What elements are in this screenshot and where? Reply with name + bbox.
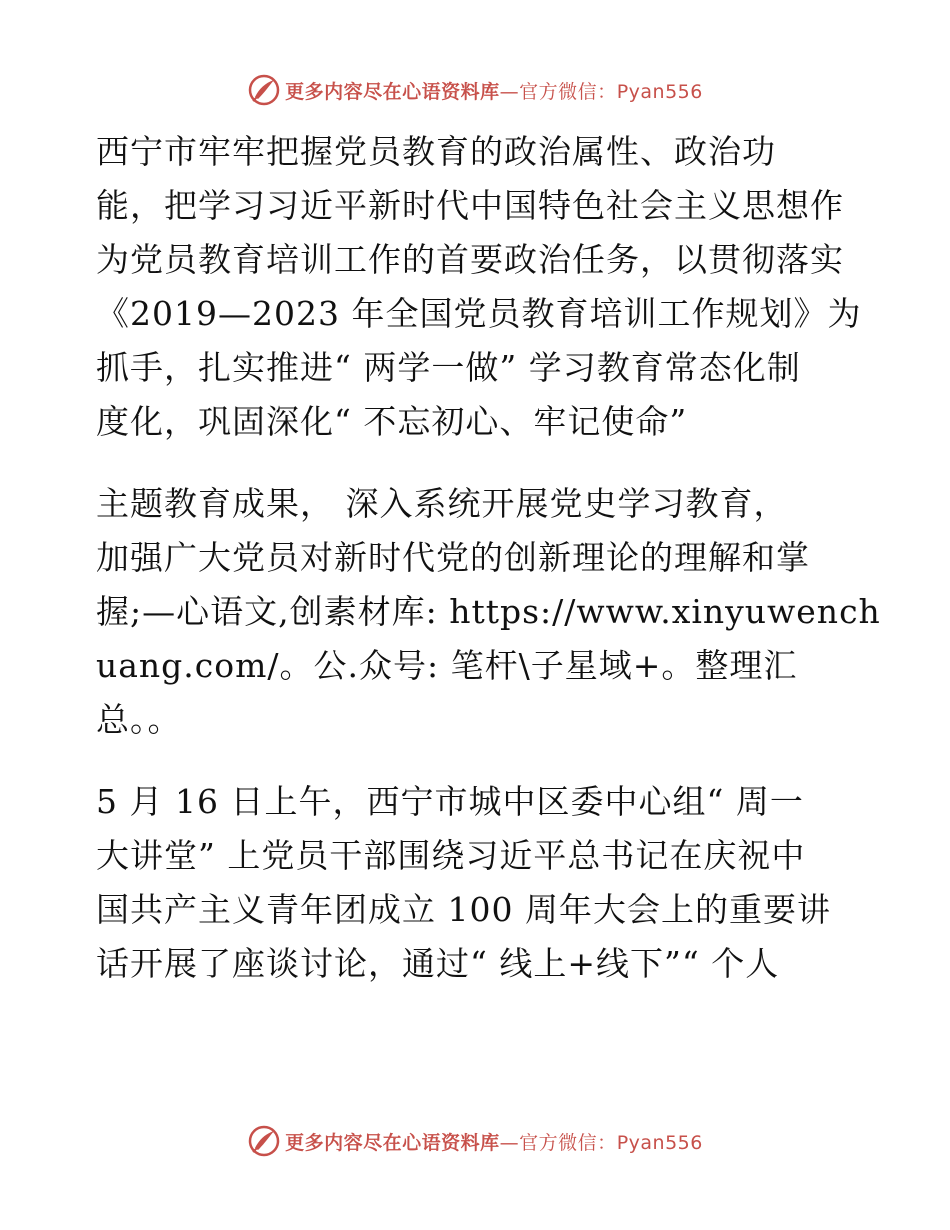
text-line: 5 月 16 日上午，西宁市城中区委中心组“ 周一 [96, 782, 804, 821]
footer-brand: 更多内容尽在心语资料库 [285, 1131, 500, 1154]
header-brand: 更多内容尽在心语资料库 [285, 80, 500, 103]
header-wechat-id: Pyan556 [616, 80, 703, 103]
pen-logo-icon [247, 1124, 281, 1158]
text-line: 主题教育成果， 深入系统开展党史学习教育， [96, 484, 788, 523]
text-line: 《2019—2023 年全国党员教育培训工作规划》为 [96, 294, 862, 333]
text-line: uang.com/。公.众号: 笔杆\子星域+。整理汇 [96, 646, 798, 685]
header-wechat-label: 官方微信： [519, 80, 617, 103]
document-body [96, 125, 881, 991]
paragraph-3 [96, 775, 856, 991]
header-dash: — [499, 80, 520, 103]
text-line: 总。。 [96, 700, 182, 739]
footer-banner [0, 1121, 950, 1161]
text-line: 大讲堂” 上党员干部围绕习近平总书记在庆祝中 [96, 836, 806, 875]
text-line: 加强广大党员对新时代党的创新理论的理解和掌 [96, 538, 810, 577]
text-line: 国共产主义青年团成立 100 周年大会上的重要讲 [96, 890, 831, 929]
footer-dash: — [499, 1131, 520, 1154]
footer-wechat-id: Pyan556 [616, 1131, 703, 1154]
pen-logo-icon [247, 73, 281, 107]
text-line: 握;—心语文,创素材库: https://www.xinyuwench [96, 592, 881, 631]
text-line: 为党员教育培训工作的首要政治任务，以贯彻落实 [96, 240, 844, 279]
text-line: 话开展了座谈讨论，通过“ 线上+线下”“ 个人 [96, 944, 780, 983]
text-line: 西宁市牢牢把握党员教育的政治属性、政治功 [96, 132, 776, 171]
paragraph-1 [96, 125, 862, 449]
footer-brand-text [285, 1128, 703, 1155]
text-line: 度化，巩固深化“ 不忘初心、牢记使命” [96, 402, 688, 441]
text-line: 抓手，扎实推进“ 两学一做” 学习教育常态化制 [96, 348, 801, 387]
header-banner [0, 70, 950, 110]
footer-wechat-label: 官方微信： [519, 1131, 617, 1154]
text-line: 能，把学习习近平新时代中国特色社会主义思想作 [96, 186, 844, 225]
header-brand-text [285, 77, 703, 104]
paragraph-2 [96, 477, 881, 747]
